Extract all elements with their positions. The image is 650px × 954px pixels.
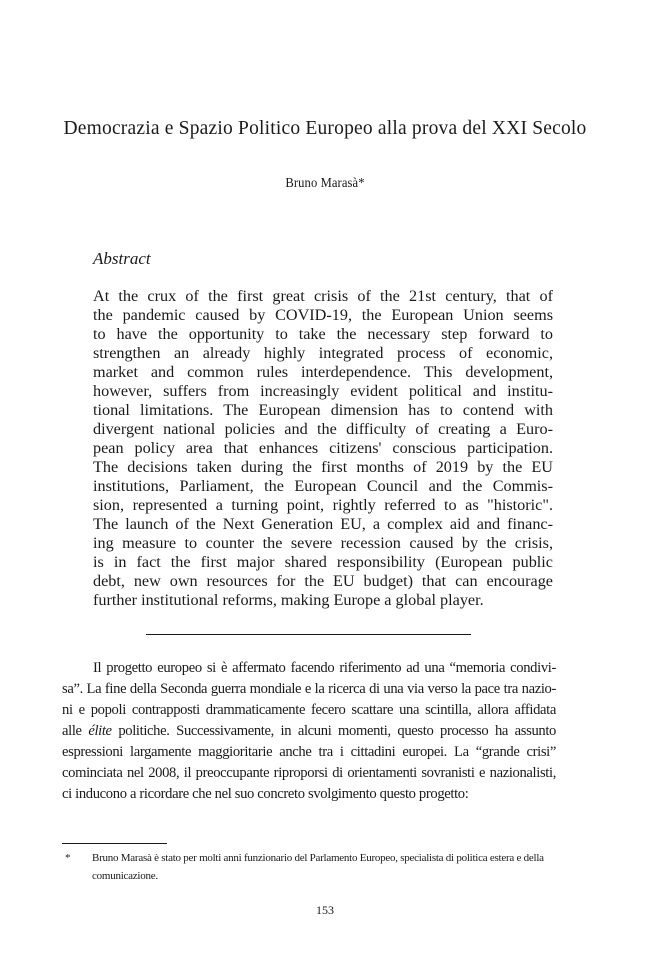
abstract-line: The launch of the Next Generation EU, a complex aid and financ- [93,515,553,533]
body-line: ni e popoli contrapposti drammaticamente fecero scattare una scintilla, allora affidata [62,702,556,718]
abstract-line: market and common rules interdependence. This development, [93,363,553,381]
abstract-line: At the crux of the first great crisis of the 21st century, that of [93,287,553,305]
body-line: ci inducono a ricordare che nel suo concreto svolgimento questo progetto: [62,786,469,802]
abstract-line: pean policy area that enhances citizens' conscious participation. [93,439,553,457]
body-line-italic: élite [88,723,112,739]
abstract-heading: Abstract [93,249,151,268]
body-line: sa”. La fine della Seconda guerra mondiale e la ricerca di una via verso la pace tra nazio- [62,681,556,697]
footnote-rule [62,843,167,844]
abstract-line: further institutional reforms, making Europe a global player. [93,591,484,609]
body-paragraph [62,658,556,805]
body-line-segment: politiche. Successivamente, in alcuni momenti, questo processo ha assunto [111,723,556,739]
abstract-line: to have the opportunity to take the necessary step forward to [93,325,553,343]
body-line: cominciata nel 2008, il preoccupante riproporsi di orientamenti sovranisti e nazionalisti, [62,765,556,781]
section-divider [146,634,471,635]
abstract-line: the pandemic caused by COVID-19, the European Union seems [93,306,553,324]
body-line: Il progetto europeo si è affermato facendo riferimento ad una “memoria condivi- [93,660,556,676]
abstract-line: The decisions taken during the first months of 2019 by the EU [93,458,553,476]
page-number: 153 [316,903,334,917]
author-name: Bruno Marasà* [285,176,365,191]
footnote-marker: * [65,852,71,864]
footnote [62,849,556,885]
abstract-line: ing measure to counter the severe recession caused by the crisis, [93,534,553,552]
footnote-text: Bruno Marasà è stato per molti anni funzionario del Parlamento Europeo, specialista di politica estera e della comunicazione. [92,852,544,882]
abstract-line: tional limitations. The European dimension has to contend with [93,401,553,419]
body-line: espressioni largamente maggioritarie anche tra i cittadini europei. La “grande crisi” [62,744,556,760]
abstract-line: divergent national policies and the difficulty of creating a Euro- [93,420,553,438]
body-line-segment: alle [62,723,89,739]
abstract-line: strengthen an already highly integrated process of economic, [93,344,553,362]
abstract-line: is in fact the first major shared responsibility (European public [93,553,553,571]
abstract-line: institutions, Parliament, the European Council and the Commis- [93,477,553,495]
abstract-line: sion, represented a turning point, rightly referred to as "historic". [93,496,553,514]
abstract-body [93,287,553,610]
body-line [62,721,556,742]
abstract-line: debt, new own resources for the EU budget) that can encourage [93,572,553,590]
abstract-line: however, suffers from increasingly evident political and institu- [93,382,553,400]
article-title: Democrazia e Spazio Politico Europeo alla prova del XXI Secolo [63,118,587,139]
